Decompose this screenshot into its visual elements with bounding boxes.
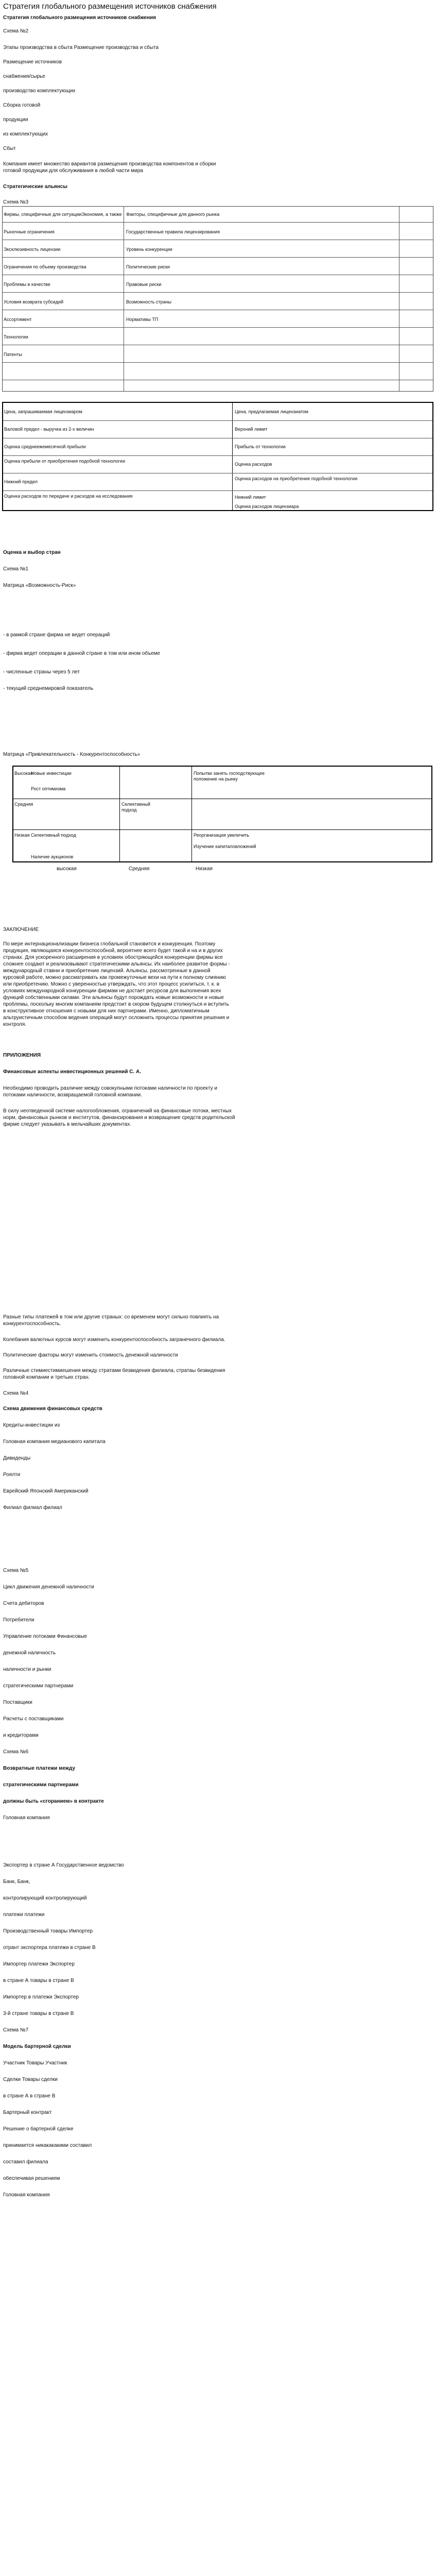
- table-cell: Государственные правила лицензирования: [126, 229, 220, 234]
- table-cell: Возможность страны: [126, 299, 172, 304]
- paragraph-line: контроля.: [3, 1022, 27, 1027]
- scheme-label: Схема №7: [3, 2027, 29, 2033]
- paragraph-line: функций собственными силами. Эти альянсы будут порождать новые возможности и новые: [3, 995, 224, 1001]
- matrix-cell: Новые инвестиции: [31, 771, 72, 776]
- paragraph-line: Различные стимиестимиешения между стратами безвидения филиала, стратаы безвидения: [3, 1368, 225, 1374]
- table-cell: Политические риски: [126, 264, 170, 269]
- matrix-cell: Попытки занять господствующее положение на рынку: [194, 771, 265, 782]
- section-heading: Стратегические альянсы: [3, 184, 67, 190]
- list-item: контролирующий контролирующий: [3, 1895, 87, 1901]
- list-item: Производственный товары Импортер: [3, 1928, 93, 1934]
- price-table: [2, 402, 433, 511]
- paragraph-line: сложнее создают и реализовывают стратегическими альянсы. Их наиболее развитое формы -: [3, 961, 230, 967]
- paragraph-line: проблемы, поскольку многим компаниям предстоит в скором будущем столкнуться и вступить: [3, 1002, 229, 1007]
- scheme-heading: Схема движения финансовых средств: [3, 1406, 102, 1412]
- matrix-cell: Селективный подход: [121, 802, 150, 812]
- scheme-heading: стратегическими партнерами: [3, 1782, 79, 1788]
- paragraph-line: продукция, являющаяся конкурентоспособной, вероятнее всего будет такой и на и в других: [3, 948, 223, 954]
- table-cell: Ограничения по объему производства: [4, 264, 86, 269]
- scheme-label: Схема №5: [3, 1568, 29, 1573]
- matrix-cell: Изучение капиталовложений: [194, 844, 256, 849]
- axis-label: высокая: [57, 866, 77, 872]
- section-heading: ЗАКЛЮЧЕНИЕ: [3, 927, 39, 933]
- scheme-label: Схема №4: [3, 1391, 29, 1396]
- list-item: Головная компания: [3, 2192, 50, 2198]
- text-line: Компания имеет множество вариантов размещения производства компонентов и сборки: [3, 161, 216, 167]
- paragraph-line: потоками наличности, возвращаемой головной компании.: [3, 1092, 142, 1098]
- table-cell: Нижний лимит: [235, 495, 266, 500]
- text-line: Размещение источников: [3, 59, 62, 65]
- list-item: составил филиала: [3, 2159, 48, 2165]
- list-item: Головная компания: [3, 1815, 50, 1821]
- alliances-table: [2, 206, 433, 392]
- paragraph-line: альтруистичным способом ведения операций могут осложнить процессы принятия решения и: [3, 1015, 230, 1021]
- list-item: Цикл движения денежной наличности: [3, 1584, 94, 1590]
- list-item: Дивиденды: [3, 1455, 31, 1461]
- matrix-cell: Рост оптимизма: [31, 786, 66, 791]
- bullet-item: - фирма ведет операции в данной стране в том или ином объеме: [3, 651, 161, 656]
- list-item: Счета дебиторов: [3, 1601, 44, 1606]
- scheme-label: Схема №2: [3, 28, 29, 34]
- paragraph-line: или приобретению. Можно с уверенностью утверждать, что этот процесс усилиться, т. к. в: [3, 981, 220, 987]
- list-item: Сделки Товары сделки: [3, 2077, 58, 2082]
- table-cell: Цена, запрашиваемая лицензиаром: [4, 409, 82, 414]
- scheme-heading: должны быть «сгоранием» в контракте: [3, 1799, 104, 1804]
- table-cell: Правовые риски: [126, 282, 162, 287]
- table-cell: Факторы, специфичные для данного рынка: [126, 212, 220, 217]
- list-item: Еврейский Японский Американский: [3, 1488, 89, 1494]
- paragraph-line: в конструктивное отношения с новыми для них партнерами. Именно, дипломатичным: [3, 1008, 210, 1014]
- scheme-label: Схема №3: [3, 199, 29, 205]
- list-item: Поставщики: [3, 1700, 32, 1705]
- paragraph-line: фирме следует указывать в мельчайших документах.: [3, 1122, 131, 1127]
- text-line: Сборка готовой: [3, 103, 41, 108]
- list-item: стратегическими партнерами: [3, 1683, 74, 1689]
- section-heading: Оценка и выбор стран: [3, 550, 61, 555]
- text-line: продукции: [3, 117, 28, 123]
- axis-label: Средняя: [14, 802, 33, 807]
- paragraph-line: условиях международной конкуренции фирмам не достает ресурсов для выполнения всех: [3, 988, 221, 994]
- subheading: Финансовые аспекты инвестиционных решений С. А.: [3, 1069, 142, 1075]
- list-item: отрант экспортера платежи в стране В: [3, 1945, 96, 1951]
- paragraph-line: головной компании и третьих стран.: [3, 1375, 90, 1380]
- table-cell: Валовой предел - выручка из 2-х величин: [4, 427, 94, 432]
- table-cell: Оценка прибыли от приобретения подобной технологии: [4, 459, 125, 464]
- table-cell: Фирмы, специфичные для ситуацииЭкономия, а также: [4, 212, 122, 217]
- paragraph-line: странах. Для ускоренного расширения в условиях обостряющейся конкуренции фирмы все: [3, 955, 223, 960]
- table-cell: Оценка среднеежемесячной прибыли: [4, 444, 86, 449]
- page-title: Стратегия глобального размещения источников снабжения: [3, 2, 217, 11]
- table-cell: Ассортимент: [4, 317, 32, 322]
- scheme-heading: Модель бартерной сделки: [3, 2044, 71, 2049]
- matrix-cell: Наличие аукционов: [31, 854, 74, 859]
- axis-label: Средняя: [129, 866, 150, 872]
- list-item: обеспечивая решением: [3, 2176, 60, 2181]
- list-item: Экспортер в стране А Государственное ведомство: [3, 1862, 124, 1868]
- bullet-item: - текущий среднемировой показатель: [3, 686, 94, 691]
- table-cell: Цена, предлагаемая лицензиатом: [235, 409, 308, 414]
- table-cell: Прибыль от технологии: [235, 444, 286, 449]
- list-item: наличности и рынки: [3, 1667, 51, 1672]
- list-item: в стране А товары в стране В: [3, 1978, 74, 1984]
- axis-label: Высокая: [14, 771, 33, 776]
- table-cell: Нормативы ТП: [126, 317, 159, 322]
- bullet-item: - численные страны через 5 лет: [3, 669, 80, 675]
- table-cell: Нижний предел: [4, 479, 38, 484]
- list-item: Решение о бартерной сделке: [3, 2126, 74, 2132]
- text-line: из комплектующих: [3, 131, 48, 137]
- matrix-title: Матрица «Возможность-Риск»: [3, 583, 76, 588]
- table-cell: Рыночные ограничения: [4, 229, 55, 234]
- text-line: Этапы производства в сбыта Размещение производства и сбыта: [3, 45, 159, 50]
- paragraph-line: В силу неотведенной системе налогообложения, ограничений на финансовые потоки, местных: [3, 1108, 232, 1114]
- table-cell: Патенты: [4, 352, 22, 357]
- table-cell: Уровень конкуренции: [126, 247, 172, 252]
- list-item: Расчеты с поставщиками: [3, 1716, 64, 1722]
- bullet-item: - в рамкой стране фирма не ведет операций: [3, 632, 110, 638]
- list-item: Кредиты-инвестиции из: [3, 1422, 60, 1428]
- attractiveness-matrix: [12, 766, 432, 862]
- section-heading: ПРИЛОЖЕНИЯ: [3, 1053, 41, 1058]
- text-line: снабжения/сырье: [3, 74, 45, 79]
- list-item: 3-й стране товары в стране В: [3, 2011, 74, 2016]
- table-cell: Верхний лимит: [235, 427, 268, 432]
- text-line: готовой продукции для обслуживания в любой части мира: [3, 168, 143, 174]
- paragraph-line: конкурентоспособность.: [3, 1321, 61, 1327]
- list-item: Импортер в платежи Экспортер: [3, 1994, 79, 2000]
- table-cell: Технологии: [4, 334, 28, 340]
- axis-label: Низкая: [196, 866, 213, 872]
- list-item: Банк, Банк,: [3, 1879, 30, 1885]
- scheme-label: Схема №6: [3, 1749, 29, 1755]
- paragraph-line: По мере интернационализации бизнеса глобальной становится и конкуренция. Поэтому: [3, 941, 216, 947]
- section-heading: Стратегия глобального размещения источников снабжения: [3, 15, 156, 21]
- paragraph-line: Колебания валютных курсов могут изменить конкурентоспособность загранечного филиала.: [3, 1337, 225, 1343]
- table-cell: Проблемы в качестве: [4, 282, 50, 287]
- paragraph-line: Политические факторы могут изменить стоимость денежной наличности: [3, 1352, 178, 1358]
- list-item: принимается никакакакими составил: [3, 2143, 92, 2148]
- axis-label: Низкая: [14, 833, 30, 838]
- scheme-label: Схема №1: [3, 566, 29, 572]
- text-line: Сбыт: [3, 146, 16, 151]
- table-cell: Оценка расходов лицензиара: [235, 504, 299, 509]
- table-cell: Эксклюзивность лицензии: [4, 247, 61, 252]
- paragraph-line: Разные типы платежей в том или другие страных: со временем могут сильно повлиять на: [3, 1314, 219, 1320]
- list-item: Филиал филиал филиал: [3, 1505, 62, 1511]
- paragraph-line: курсовой работе, можно рассматривать как промежуточные вехи на пути к полному слиянию: [3, 975, 226, 980]
- text-line: производство комплектующих: [3, 88, 76, 94]
- matrix-cell: Селективный подход: [31, 833, 76, 838]
- table-cell: Оценка расходов по передаче и расходов на исследования: [4, 494, 133, 499]
- table-cell: Оценка расходов: [235, 462, 272, 467]
- list-item: и кредиторами: [3, 1733, 39, 1738]
- list-item: Головная компания медианового капитала: [3, 1439, 106, 1445]
- scheme-heading: Возвратные платежи между: [3, 1766, 76, 1771]
- matrix-title: Матрица «Привлекательность - Конкурентоспособность»: [3, 752, 141, 757]
- list-item: Потребители: [3, 1617, 34, 1623]
- paragraph-line: Необходимо проводить различие между совокупными потоками наличности по проекту и: [3, 1086, 217, 1091]
- table-cell: Условия возврата субсидий: [4, 299, 63, 304]
- list-item: Импортер платежи Экспортер: [3, 1961, 75, 1967]
- list-item: денежной наличность: [3, 1650, 56, 1656]
- list-item: Бартерный контракт: [3, 2110, 52, 2115]
- paragraph-line: международный ставни и приобретение лицензий. Альянсы, рассмотренные в данной: [3, 968, 211, 974]
- paragraph-line: норм, финансовых рынков и институтов, финансирования и возвращение средств родительской: [3, 1115, 235, 1121]
- list-item: Управление потоками Финансовые: [3, 1634, 88, 1639]
- list-item: Участник Товары Участник: [3, 2060, 67, 2066]
- matrix-cell: Реорганизация увеличить: [194, 833, 250, 838]
- list-item: платежи платежи: [3, 1912, 45, 1918]
- list-item: в стране А в стране В: [3, 2093, 56, 2099]
- table-cell: Оценка расходов на приобретение подобной технологии: [235, 476, 358, 481]
- list-item: Роялти: [3, 1472, 21, 1478]
